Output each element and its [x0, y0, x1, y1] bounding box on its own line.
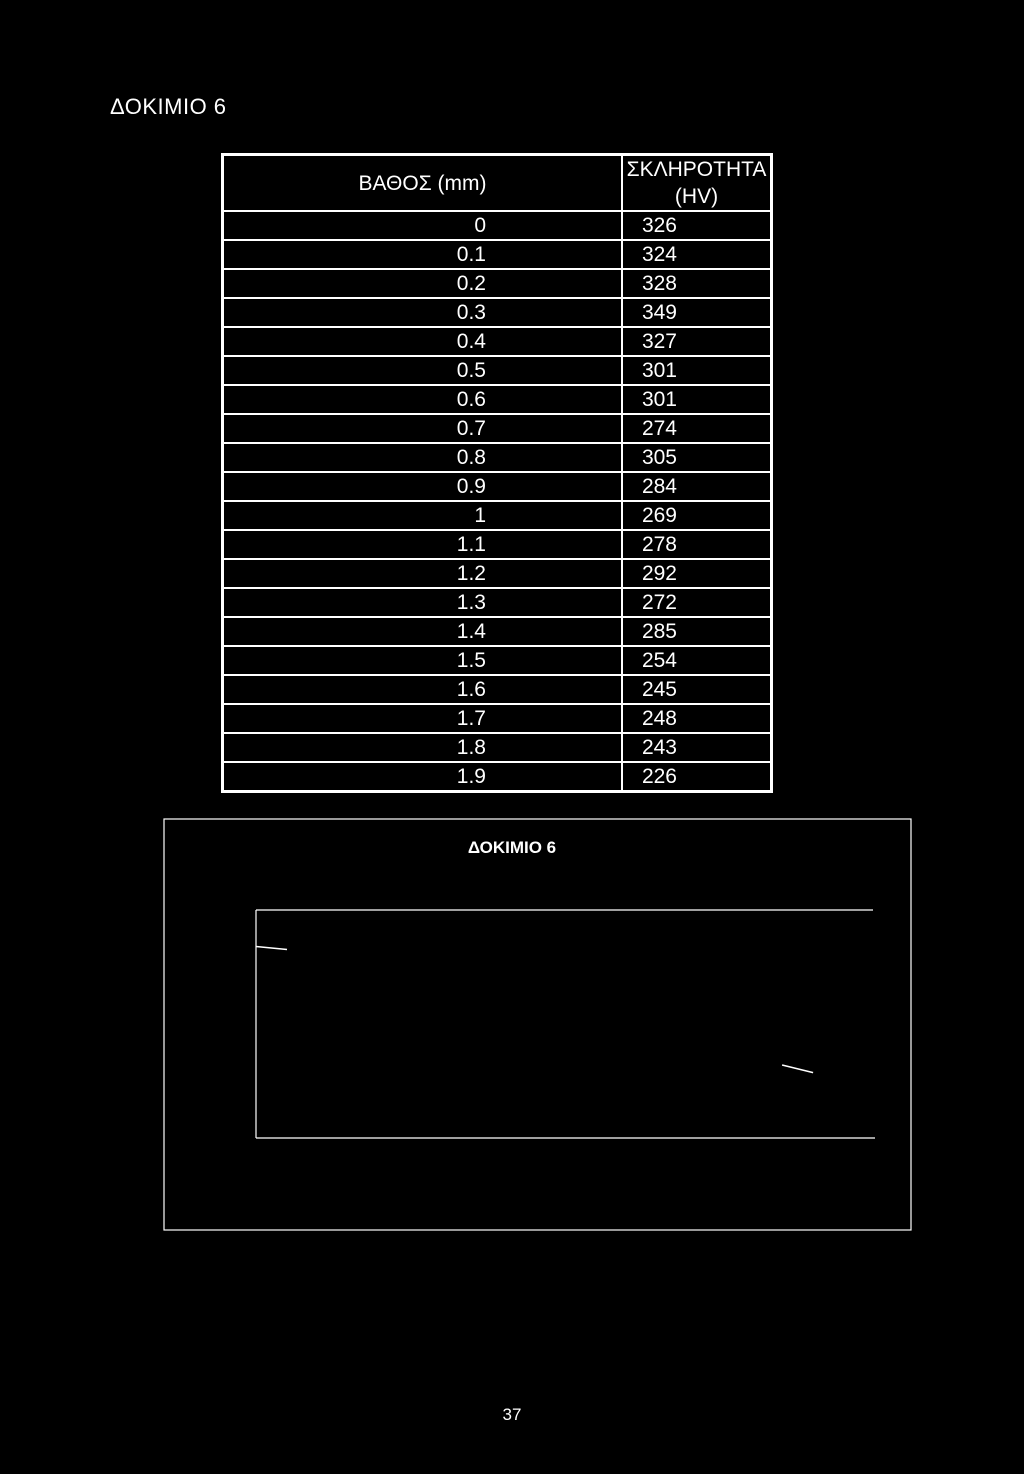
table-row [223, 385, 772, 414]
depth-cell: 0.8 [223, 443, 623, 472]
hardness-cell: 274 [622, 414, 772, 443]
hardness-cell: 254 [622, 646, 772, 675]
hardness-cell: 248 [622, 704, 772, 733]
table-header-row [223, 155, 772, 212]
table-row [223, 646, 772, 675]
depth-cell: 0.7 [223, 414, 623, 443]
table-row [223, 443, 772, 472]
table-row [223, 675, 772, 704]
table-row [223, 617, 772, 646]
depth-column-header: ΒΑΘΟΣ (mm) [223, 155, 623, 212]
depth-cell: 0.5 [223, 356, 623, 385]
table-row [223, 733, 772, 762]
table-row [223, 501, 772, 530]
table-row [223, 327, 772, 356]
hardness-cell: 285 [622, 617, 772, 646]
table-row [223, 211, 772, 240]
depth-cell: 0.6 [223, 385, 623, 414]
hardness-cell: 292 [622, 559, 772, 588]
hardness-cell: 245 [622, 675, 772, 704]
hardness-cell: 272 [622, 588, 772, 617]
series-line-visible-segment-1 [256, 947, 287, 950]
hardness-cell: 327 [622, 327, 772, 356]
hardness-cell: 301 [622, 385, 772, 414]
page-number: 37 [502, 1405, 522, 1424]
depth-cell: 1.4 [223, 617, 623, 646]
page-heading: ΔΟΚΙΜΙΟ 6 [110, 94, 227, 119]
depth-cell: 0.9 [223, 472, 623, 501]
depth-cell: 0.4 [223, 327, 623, 356]
table-row [223, 530, 772, 559]
depth-cell: 0.1 [223, 240, 623, 269]
hardness-table [221, 153, 773, 793]
table-body [223, 211, 772, 792]
table-row [223, 559, 772, 588]
depth-cell: 0.2 [223, 269, 623, 298]
hardness-cell: 305 [622, 443, 772, 472]
table-row [223, 356, 772, 385]
depth-cell: 1 [223, 501, 623, 530]
hardness-cell: 349 [622, 298, 772, 327]
depth-cell: 1.9 [223, 762, 623, 792]
hardness-cell: 278 [622, 530, 772, 559]
hardness-cell: 324 [622, 240, 772, 269]
depth-cell: 1.7 [223, 704, 623, 733]
hardness-cell: 326 [622, 211, 772, 240]
depth-cell: 1.5 [223, 646, 623, 675]
depth-cell: 1.2 [223, 559, 623, 588]
hardness-cell: 269 [622, 501, 772, 530]
table-row [223, 704, 772, 733]
depth-cell: 1.1 [223, 530, 623, 559]
table-row [223, 414, 772, 443]
table-row [223, 588, 772, 617]
depth-cell: 0.3 [223, 298, 623, 327]
chart-frame [164, 819, 911, 1230]
table-row [223, 762, 772, 792]
depth-cell: 1.6 [223, 675, 623, 704]
hardness-cell: 284 [622, 472, 772, 501]
hardness-cell: 226 [622, 762, 772, 792]
depth-cell: 1.3 [223, 588, 623, 617]
depth-cell: 0 [223, 211, 623, 240]
hardness-cell: 301 [622, 356, 772, 385]
table-row [223, 472, 772, 501]
hardness-chart [163, 818, 915, 1234]
chart-series [256, 947, 813, 1073]
table-row [223, 298, 772, 327]
hardness-cell: 243 [622, 733, 772, 762]
chart-title: ΔΟΚΙΜΙΟ 6 [467, 838, 557, 857]
hardness-column-header: ΣΚΛΗΡΟΤΗΤΑ (HV) [622, 155, 772, 212]
table-row [223, 269, 772, 298]
table-row [223, 240, 772, 269]
series-line-visible-segment-2 [782, 1065, 813, 1073]
depth-cell: 1.8 [223, 733, 623, 762]
hardness-cell: 328 [622, 269, 772, 298]
